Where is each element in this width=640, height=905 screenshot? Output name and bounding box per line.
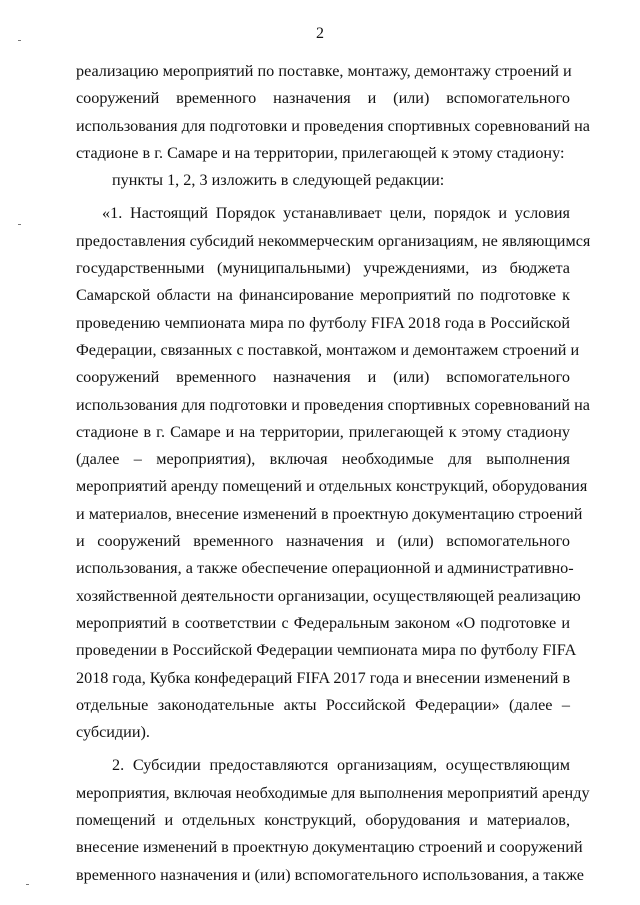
- text-line: и сооружений временного назначения и (или) вспомогательного: [76, 532, 570, 551]
- text-line: помещений и отдельных конструкций, оборудования и материалов,: [76, 811, 570, 830]
- text-line: Самарской области на финансирование мероприятий по подготовке к: [76, 286, 570, 305]
- text-line: стадионе в г. Самаре и на территории, прилегающей к этому стадиону:: [76, 143, 565, 162]
- text-line: использования для подготовки и проведения спортивных соревнований на: [76, 116, 590, 135]
- text-line: субсидии).: [76, 723, 150, 742]
- text-line: 2. Субсидии предоставляются организациям, осуществляющим: [112, 756, 570, 775]
- text-line: мероприятия, включая необходимые для выполнения мероприятий аренду: [76, 783, 590, 802]
- text-line: «1. Настоящий Порядок устанавливает цели, порядок и условия: [102, 204, 570, 223]
- text-line: внесение изменений в проектную документацию строений и сооружений: [76, 838, 583, 857]
- text-line: государственными (муниципальными) учреждениями, из бюджета: [76, 259, 570, 278]
- text-line: использования для подготовки и проведения спортивных соревнований на: [76, 395, 590, 414]
- text-line: проведении в Российской Федерации чемпионата мира по футболу FIFA: [76, 641, 577, 660]
- text-line: отдельные законодательные акты Российской Федерации» (далее –: [76, 695, 570, 714]
- scan-mark: [18, 224, 21, 225]
- text-line: 2018 года, Кубка конфедераций FIFA 2017 года и внесении изменений в: [76, 668, 571, 687]
- text-line: и материалов, внесение изменений в проектную документацию строений: [76, 504, 583, 523]
- text-line: сооружений временного назначения и (или) вспомогательного: [76, 89, 570, 108]
- text-line: пункты 1, 2, 3 изложить в следующей редакции:: [112, 171, 445, 190]
- scan-mark: [18, 40, 21, 41]
- text-line: хозяйственной деятельности организации, осуществляющей реализацию: [76, 586, 581, 605]
- document-body: [76, 58, 591, 889]
- text-line: (далее – мероприятия), включая необходимые для выполнения: [76, 450, 570, 469]
- text-line: временного назначения и (или) вспомогательного использования, а также: [76, 865, 584, 884]
- text-line: сооружений временного назначения и (или) вспомогательного: [76, 368, 570, 387]
- text-line: реализацию мероприятий по поставке, монтажу, демонтажу строений и: [76, 62, 572, 80]
- text-line: стадионе в г. Самаре и на территории, прилегающей к этому стадиону: [76, 422, 570, 441]
- scan-mark: [26, 884, 29, 885]
- page-number: 2: [316, 25, 324, 42]
- text-line: предоставления субсидий некоммерческим организациям, не являющимся: [76, 231, 591, 250]
- text-line: использования, а также обеспечение операционной и административно-: [76, 559, 574, 578]
- text-line: Федерации, связанных с поставкой, монтажом и демонтажем строений и: [76, 340, 580, 359]
- text-line: мероприятий аренду помещений и отдельных конструкций, оборудования: [76, 477, 588, 496]
- text-line: мероприятий в соответствии с Федеральным законом «О подготовке и: [76, 613, 570, 632]
- text-line: проведению чемпионата мира по футболу FIFA 2018 года в Российской: [76, 313, 570, 332]
